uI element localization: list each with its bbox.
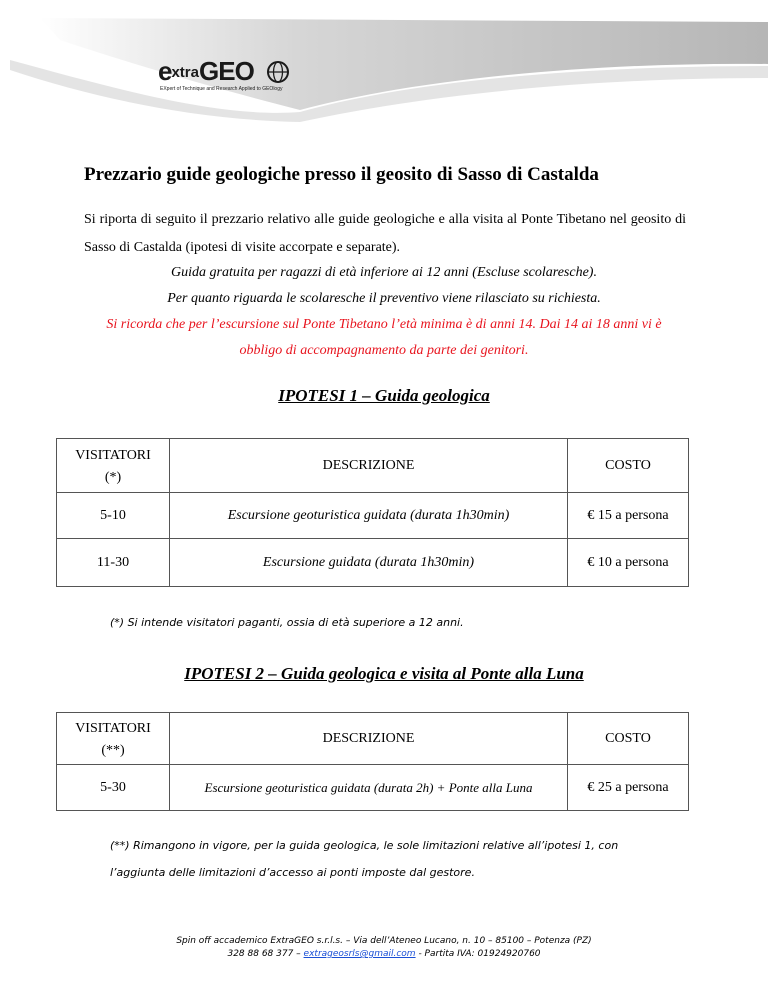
header-banner bbox=[0, 0, 768, 130]
banner-swoosh bbox=[0, 0, 768, 130]
cell-descrizione: Escursione guidata (durata 1h30min) bbox=[170, 539, 568, 587]
section-title-ipotesi2: IPOTESI 2 – Guida geologica e visita al Ponte alla Luna bbox=[184, 664, 584, 683]
footer-email-link[interactable]: extrageosrls@gmail.com bbox=[303, 949, 416, 959]
note-schools: Per quanto riguarda le scolaresche il preventivo viene rilasciato su richiesta. bbox=[167, 291, 601, 306]
header-visitatori: VISITATORI (**) bbox=[57, 713, 170, 765]
note-accompaniment: obbligo di accompagnamento da parte dei genitori. bbox=[239, 343, 529, 358]
cell-descrizione: Escursione geoturistica guidata (durata 1h30min) bbox=[170, 493, 568, 539]
note-free-guide: Guida gratuita per ragazzi di età inferiore ai 12 anni (Escluse scolaresche). bbox=[171, 265, 597, 280]
company-logo: extraGEO EXpert of Technique and Research Applied to GEOlogy bbox=[158, 52, 290, 98]
footer-address: Spin off accademico ExtraGEO s.r.l.s. – Via dell’Ateneo Lucano, n. 10 – 85100 – Potenza (PZ) bbox=[176, 936, 592, 946]
globe-icon bbox=[266, 60, 290, 84]
cell-descrizione: Escursione geoturistica guidata (durata 2h) + Ponte alla Luna bbox=[170, 765, 568, 811]
page-footer bbox=[0, 935, 768, 961]
footnote-ipotesi2 bbox=[110, 832, 618, 886]
table-header-row bbox=[57, 439, 689, 493]
footnote-ipotesi1: (*) Si intende visitatori paganti, ossia di età superiore a 12 anni. bbox=[110, 616, 464, 629]
intro-paragraph: Si riporta di seguito il prezzario relativo alle guide geologiche e alla visita al Ponte Tibetano nel geosito di Sasso di Castalda (ipotesi di visite accorpate e separate). bbox=[84, 212, 686, 255]
footer-phone: 328 88 68 377 – bbox=[227, 949, 304, 959]
page-title: Prezzario guide geologiche presso il geosito di Sasso di Castalda bbox=[84, 164, 599, 185]
note-age-limit: Si ricorda che per l’escursione sul Ponte Tibetano l’età minima è di anni 14. Dai 14 ai 18 anni vi è bbox=[106, 317, 662, 332]
cell-visitatori: 5-30 bbox=[57, 765, 170, 811]
header-costo: COSTO bbox=[568, 439, 689, 493]
header-descrizione: DESCRIZIONE bbox=[170, 713, 568, 765]
cell-visitatori: 11-30 bbox=[57, 539, 170, 587]
section-title-ipotesi1: IPOTESI 1 – Guida geologica bbox=[278, 386, 490, 405]
cell-costo: € 15 a persona bbox=[568, 493, 689, 539]
header-descrizione: DESCRIZIONE bbox=[170, 439, 568, 493]
header-costo: COSTO bbox=[568, 713, 689, 765]
price-table-ipotesi2 bbox=[56, 712, 689, 811]
table-row bbox=[57, 493, 689, 539]
cell-costo: € 10 a persona bbox=[568, 539, 689, 587]
table-header-row bbox=[57, 713, 689, 765]
table-row bbox=[57, 765, 689, 811]
header-visitatori: VISITATORI (*) bbox=[57, 439, 170, 493]
footer-vat: - Partita IVA: 01924920760 bbox=[415, 949, 541, 959]
cell-visitatori: 5-10 bbox=[57, 493, 170, 539]
notes-block bbox=[60, 260, 708, 364]
footer-contacts bbox=[0, 948, 768, 961]
cell-costo: € 25 a persona bbox=[568, 765, 689, 811]
price-table-ipotesi1 bbox=[56, 438, 689, 587]
table-row bbox=[57, 539, 689, 587]
footnote-ipotesi2-line2: l’aggiunta delle limitazioni d’accesso ai ponti imposte dal gestore. bbox=[110, 866, 475, 879]
footnote-ipotesi2-line1: (**) Rimangono in vigore, per la guida geologica, le sole limitazioni relative all’ipotesi 1, con bbox=[110, 839, 619, 852]
